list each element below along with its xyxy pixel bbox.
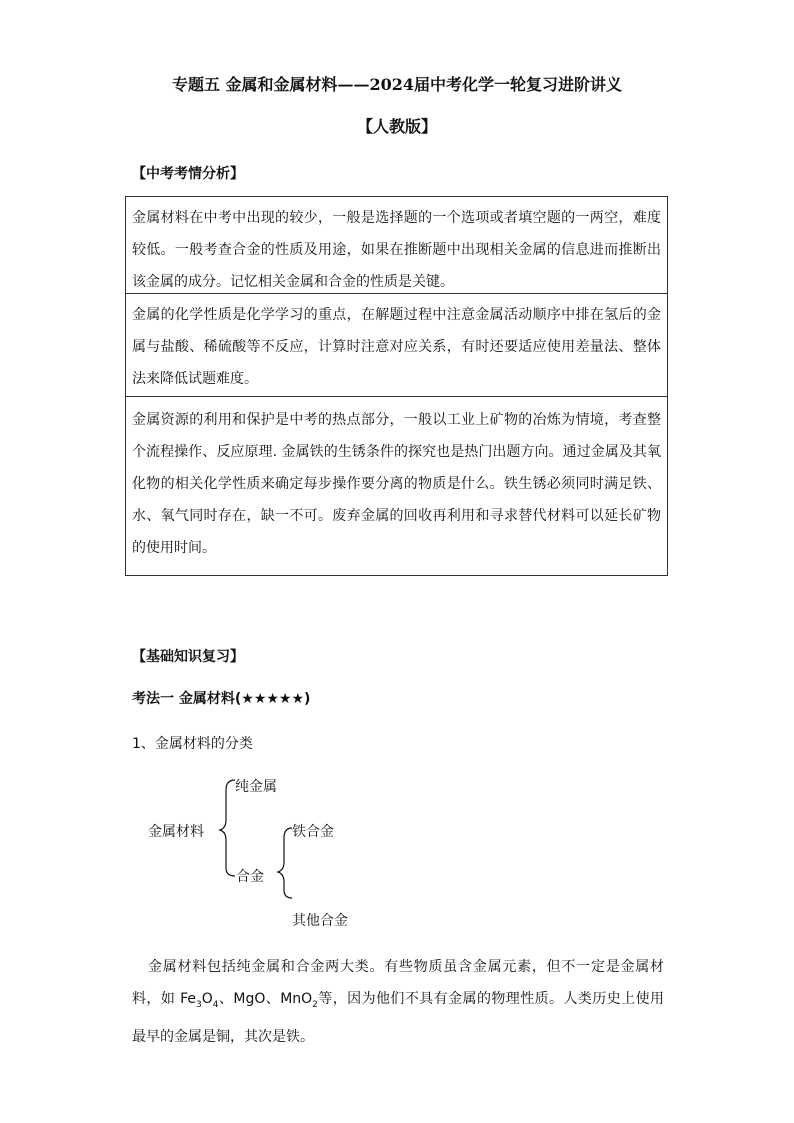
document-title: 专题五 金属和金属材料——2024届中考化学一轮复习进阶讲义 [171, 75, 623, 94]
subscript: 4 [212, 999, 219, 1010]
tree-node-metal-materials: 金属材料 [148, 824, 204, 840]
star-rating: ★★★★★ [241, 691, 305, 707]
brace-alloy [278, 828, 292, 898]
analysis-row: 金属的化学性质是化学学习的重点，在解题过程中注意金属活动顺序中排在氢后的金属与盐酸、稀硫酸等不反应，计算时注意对应关系，有时还要适应使用差量法、整体法来降低试题难度。 [126, 294, 667, 397]
subscript: 2 [312, 999, 318, 1010]
document-subtitle: 【人教版】 [356, 117, 437, 136]
list-item-classification: 1、金属材料的分类 [132, 736, 253, 752]
analysis-row: 金属材料在中考中出现的较少，一般是选择题的一个选项或者填空题的一两空，难度较低。一般考查合金的性质及用途，如果在推断题中出现相关金属的信息进而推断出该金属的成分。记忆相关金属和合金的性质是关键。 [126, 197, 667, 294]
tree-node-iron-alloy: 铁合金 [292, 824, 334, 840]
metal-materials-paragraph [132, 951, 664, 1053]
subscript: 3 [196, 999, 202, 1010]
tree-node-other-alloy: 其他合金 [292, 913, 348, 929]
para-text: 金属材料包括纯金属和合金两大类。有些物质虽含金属元素，但不一定是金属材料，如 Fe [132, 959, 664, 1007]
para-text: 、MgO、MnO [218, 991, 313, 1007]
kaofa-close: ) [304, 691, 311, 707]
para-text: O [201, 991, 213, 1007]
review-heading: 【基础知识复习】 [132, 649, 244, 665]
analysis-row: 金属资源的利用和保护是中考的热点部分，一般以工业上矿物的冶炼为情境，考查整个流程操作、反应原理. 金属铁的生锈条件的探究也是热门出题方向。通过金属及其氧化物的相关化学性质来确定每步操作要分离的物质是什么。铁生锈必须同时满足铁、水、氧气同时存在，缺一不可。废弃金属的回收再利用和寻求替代材料可以延长矿物的使用时间。 [132, 412, 661, 556]
tree-node-alloy: 合金 [236, 869, 264, 885]
kaofa-label: 考法一 金属材料( [132, 691, 242, 707]
tree-node-pure-metal: 纯金属 [235, 779, 277, 795]
para-text: 等，因为他们不具有金属的物理性质。人类历史上使用最早的金属是铜，其次是铁。 [132, 991, 664, 1045]
brace-metal-materials [220, 780, 235, 876]
analysis-heading: 【中考考情分析】 [132, 166, 244, 182]
